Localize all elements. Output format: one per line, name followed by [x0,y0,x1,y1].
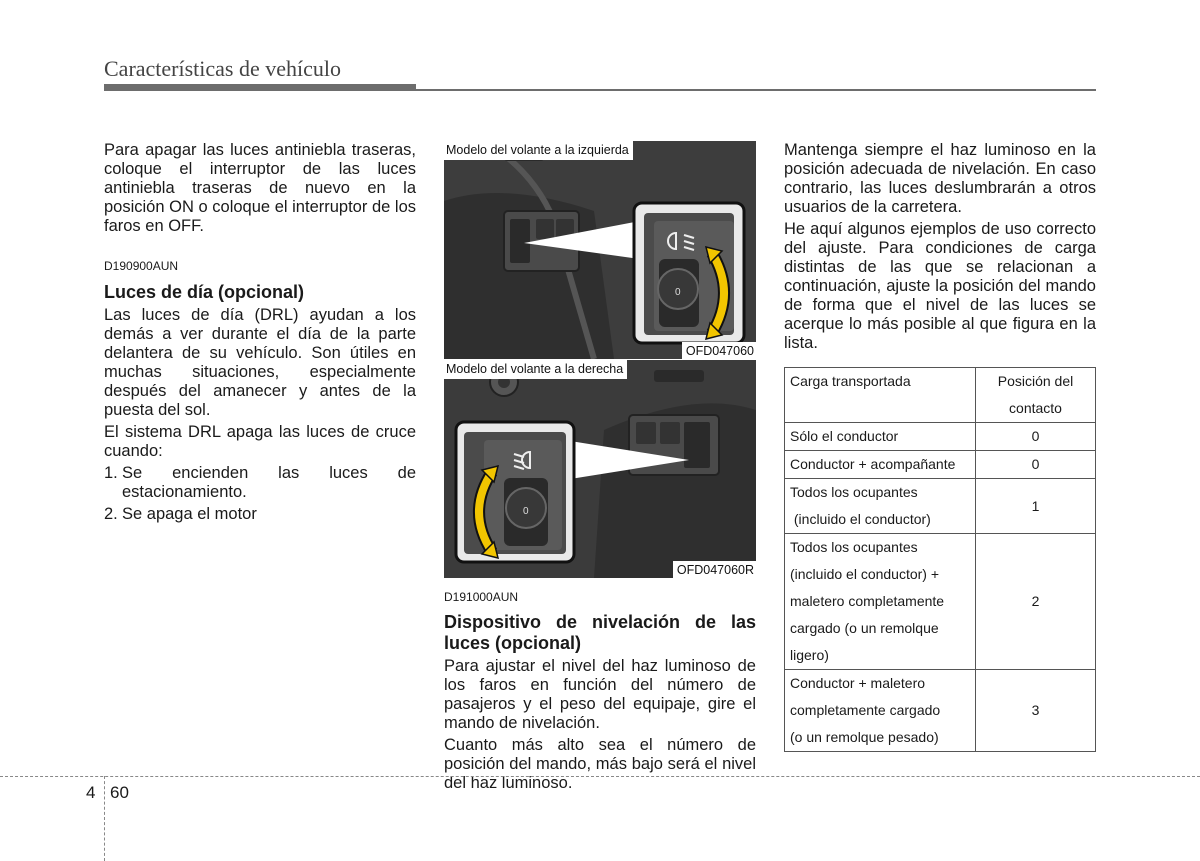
table-cell-line: Sólo el conductor [790,428,899,444]
table-cell-line: cargado (o un remolque [790,620,939,636]
header-rule-thin [416,89,1096,91]
page-number: 60 [110,783,129,802]
list-number: 2. [104,505,118,523]
table-cell-line: ligero) [790,647,829,663]
list-item [104,464,416,502]
table-cell-line: Todos los ocupantes [790,484,918,500]
column-middle [444,588,756,793]
table-header-position-line: Posición del [997,373,1074,389]
list-item [104,505,416,524]
column-right [784,141,1096,353]
chapter-number: 4 [86,783,96,802]
table-cell-line: Todos los ocupantes [790,539,918,555]
table-cell-load [785,423,976,451]
table-header-position [976,368,1096,423]
table-cell-load [785,451,976,479]
drl-paragraph-1: Las luces de día (DRL) ayudan a los demás a ver durante el día de la parte delantera de su vehículo. Son útiles en muchas situaciones, especialmente después del amanecer y antes de la puesta del sol. [104,306,416,419]
table-cell-position: 1 [976,479,1096,534]
figure-left-hand-drive [444,141,756,359]
table-cell-line: completamente cargado [790,702,941,718]
table-cell-line: maletero completamente [790,593,945,609]
table-cell-line: Conductor + maletero [790,675,926,691]
list-text: Se encienden las luces de estacionamiento. [122,464,416,501]
table-row [785,670,1096,752]
dashboard-photo-illustration [444,141,756,359]
leveling-examples-paragraph: He aquí algunos ejemplos de uso correcto del ajuste. Para condiciones de carga distintas de las que se relacionan a continuación, ajuste la posición del mando de forma que el nivel de las luces se acerque lo más posible al que figura en la lista. [784,220,1096,352]
svg-text:0: 0 [675,287,681,298]
footer-dashed-rule [0,776,1200,777]
table-cell-position: 2 [976,534,1096,670]
table-header-row [785,368,1096,423]
figure-caption-right: Modelo del volante a la derecha [444,360,627,379]
table-row [785,534,1096,670]
table-cell-position: 0 [976,451,1096,479]
load-position-table [784,367,1096,752]
page-header-title: Características de vehículo [104,56,342,81]
section-heading-drl: Luces de día (opcional) [104,282,305,302]
list-text: Se apaga el motor [122,505,257,523]
table-cell-load [785,670,976,752]
column-left [104,141,416,524]
table-cell-load [785,479,976,534]
list-number: 1. [104,464,118,482]
table-row [785,479,1096,534]
leveling-paragraph-2: Cuanto más alto sea el número de posición del mando, más bajo será el nivel del haz luminoso. [444,736,756,792]
table-cell-position: 3 [976,670,1096,752]
figure-caption-left: Modelo del volante a la izquierda [444,141,633,160]
table-row [785,423,1096,451]
dashboard-photo-illustration [444,360,756,578]
table-cell-load [785,534,976,670]
section-code-leveling: D191000AUN [444,590,519,604]
leveling-advice-paragraph: Mantenga siempre el haz luminoso en la posición adecuada de nivelación. En caso contrario, las luces deslumbrarán a otros usuarios de la carretera. [784,141,1096,216]
figure-right-hand-drive [444,360,756,578]
leveling-paragraph-1: Para ajustar el nivel del haz luminoso de los faros en función del número de pasajeros y el peso del equipaje, gire el mando de nivelación. [444,657,756,732]
table-cell-position: 0 [976,423,1096,451]
section-heading-leveling: Dispositivo de nivelación de las luces (opcional) [444,612,756,653]
table-cell-line: Conductor + acompañante [790,456,956,472]
section-code-drl: D190900AUN [104,259,179,273]
header-rule-thick [104,84,416,91]
footer-dashed-divider [104,776,105,861]
rear-fog-off-paragraph: Para apagar las luces antiniebla traseras, coloque el interruptor de las luces antiniebla traseras de nuevo en la posición ON o coloque el interruptor de los faros en OFF. [104,141,416,235]
table-cell-line: (incluido el conductor) [790,511,931,527]
svg-text:0: 0 [523,506,529,517]
table-header-position-line: contacto [1009,400,1062,416]
table-row [785,451,1096,479]
table-cell-line: (o un remolque pesado) [790,729,939,745]
table-cell-line: (incluido el conductor) + [790,566,940,582]
figure-code-right: OFD047060R [673,561,756,578]
table-header-load: Carga transportada [785,368,976,423]
drl-paragraph-2: El sistema DRL apaga las luces de cruce cuando: [104,423,416,460]
figure-code-left: OFD047060 [682,342,756,359]
